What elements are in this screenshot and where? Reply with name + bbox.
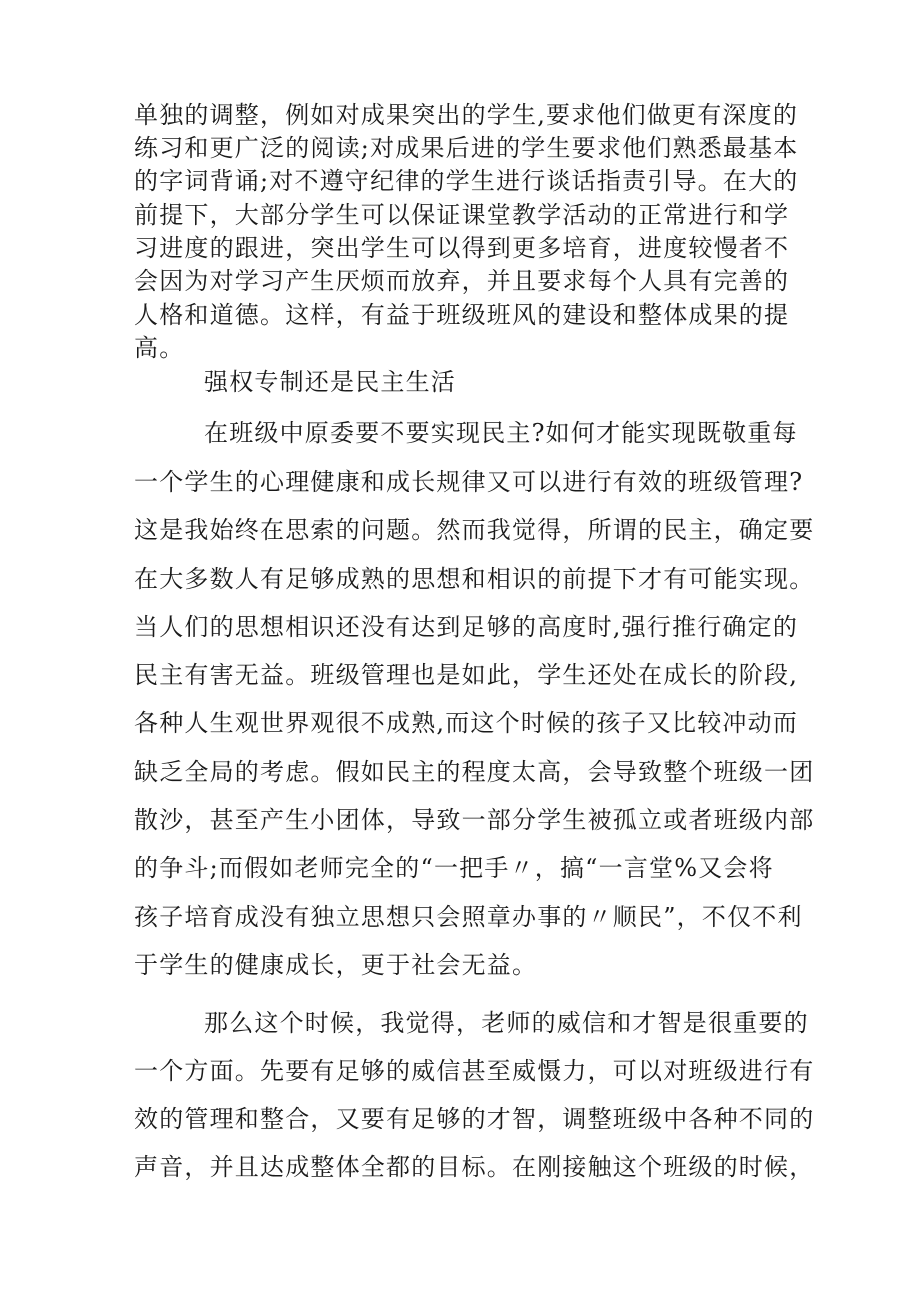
paragraph-line: 这是我始终在思索的问题。然而我觉得，所谓的民主，确定要 bbox=[134, 516, 815, 544]
paragraph-line: 声音，并且达成整体全都的目标。在刚接触这个班级的时候， bbox=[134, 1153, 815, 1181]
paragraph-line: 孩子培育成没有独立思想只会照章办事的〃顺民”，不仅不利 bbox=[134, 903, 803, 931]
section-heading: 强权专制还是民主生活 bbox=[204, 368, 456, 396]
paragraph-line: 人格和道德。这样，有益于班级班风的建设和整体成果的提 bbox=[134, 301, 790, 329]
paragraph-line: 各种人生观世界观很不成熟,而这个时候的孩子又比较冲动而 bbox=[134, 709, 799, 737]
paragraph-line: 一个方面。先要有足够的威信甚至威慑力，可以对班级进行有 bbox=[134, 1057, 815, 1085]
paragraph-line: 民主有害无益。班级管理也是如此，学生还处在成长的阶段, bbox=[134, 661, 799, 689]
paragraph-line: 当人们的思想相识还没有达到足够的高度时,强行推行确定的 bbox=[134, 613, 799, 641]
paragraph-line: 缺乏全局的考虑。假如民主的程度太高，会导致整个班级一团 bbox=[134, 758, 815, 786]
paragraph-line: 的字词背诵;对不遵守纪律的学生进行谈话指责引导。在大的 bbox=[134, 167, 799, 195]
paragraph-line: 在大多数人有足够成熟的思想和相识的前提下才有可能实现。 bbox=[134, 565, 815, 593]
paragraph-line: 高。 bbox=[134, 334, 185, 362]
paragraph-line: 的争斗;而假如老师完全的“一把手〃，搞“一言堂%又会将 bbox=[134, 854, 774, 882]
paragraph-line: 会因为对学习产生厌烦而放弃，并且要求每个人具有完善的 bbox=[134, 267, 790, 295]
paragraph-line: 单独的调整，例如对成果突出的学生,要求他们做更有深度的 bbox=[134, 101, 799, 129]
paragraph-line: 在班级中原委要不要实现民主?如何才能实现既敬重每 bbox=[204, 419, 798, 447]
paragraph-line: 一个学生的心理健康和成长规律又可以进行有效的班级管理? bbox=[134, 468, 804, 496]
paragraph-line: 习进度的跟进，突出学生可以得到更多培育，进度较慢者不 bbox=[134, 234, 790, 262]
paragraph-line: 练习和更广泛的阅读;对成果后进的学生要求他们熟悉最基本 bbox=[134, 134, 799, 162]
paragraph-line: 于学生的健康成长，更于社会无益。 bbox=[134, 951, 538, 979]
paragraph-line: 效的管理和整合，又要有足够的才智，调整班级中各种不同的 bbox=[134, 1105, 815, 1133]
paragraph-line: 散沙，甚至产生小团体，导致一部分学生被孤立或者班级内部 bbox=[134, 806, 815, 834]
paragraph-line: 前提下，大部分学生可以保证课堂教学活动的正常进行和学 bbox=[134, 201, 790, 229]
paragraph-line: 那么这个时候，我觉得，老师的威信和才智是很重要的 bbox=[204, 1009, 809, 1037]
